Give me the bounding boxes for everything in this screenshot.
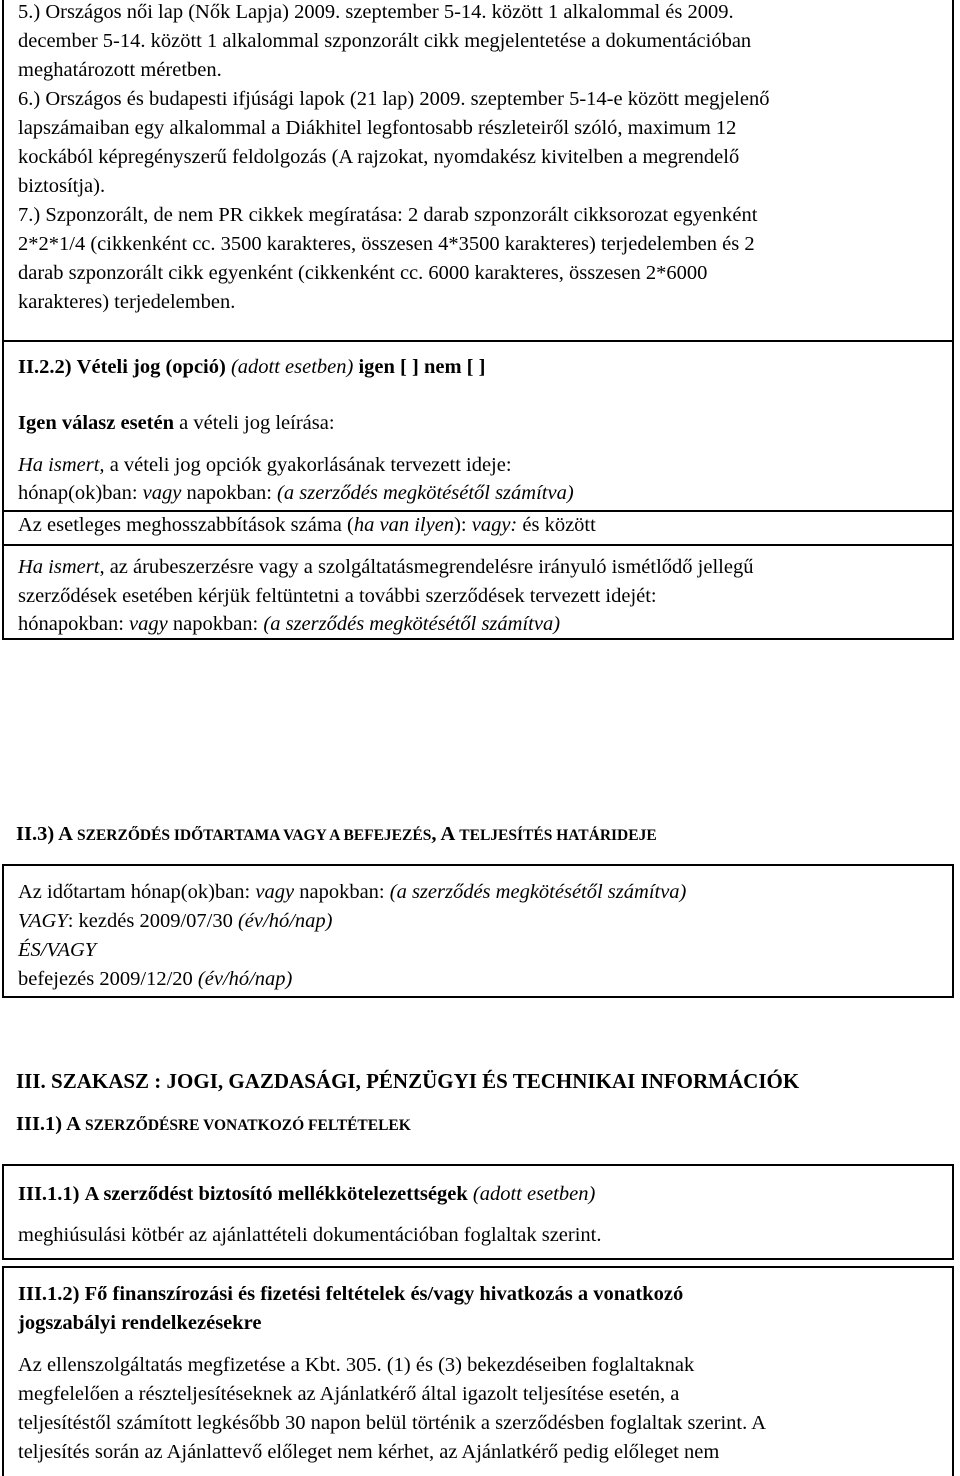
- duration-line-1: [4, 878, 952, 907]
- option-yes-label: Igen válasz esetén: [18, 412, 175, 434]
- repeat-line1-rest: , az árubeszerzésre vagy a szolgáltatásmegrendelésre irányuló ismétlődő jellegű: [99, 556, 754, 578]
- item-6-line-1: 6.) Országos és budapesti ifjúsági lapok (21 lap) 2009. szeptember 5-14-e között megjelenő: [18, 88, 770, 110]
- section-3-1-heading: [16, 1110, 411, 1140]
- item-5-line-2: december 5-14. között 1 alkalommal szponzorált cikk megjelentetése a dokumentációban: [18, 30, 752, 52]
- duration-days: napokban:: [299, 881, 385, 903]
- duration-big-2: A: [440, 823, 455, 845]
- option-yes-line: [4, 409, 952, 438]
- ext-mid: ):: [454, 514, 467, 536]
- item-6-line-2: lapszámaiban egy alkalommal a Diákhitel legfontosabb részleteiről szóló, maximum 12: [18, 117, 737, 139]
- section-3-1-small: SZERZŐDÉSRE VONATKOZÓ FELTÉTELEK: [84, 1117, 411, 1134]
- item-5-line-3: meghatározott méretben.: [18, 59, 222, 81]
- guarantee-box: [2, 1164, 954, 1260]
- duration-start: : kezdés 2009/07/30: [67, 910, 233, 932]
- finance-line-4: teljesítés során az Ajánlattevő előleget nem kérhet, az Ajánlatkérő pedig előleget nem: [18, 1441, 720, 1463]
- repeat-known: Ha ismert: [18, 556, 100, 578]
- option-months: hónap(ok)ban:: [18, 482, 138, 504]
- item-7-line-3: darab szponzorált cikk egyenként (cikkenként cc. 6000 karakteres, összesen 2*6000: [18, 262, 708, 284]
- items-text: [4, 0, 952, 317]
- duration-end-line: [4, 965, 952, 994]
- finance-code: III.1.2): [18, 1283, 80, 1305]
- duration-date-format-2: (év/hó/nap): [197, 968, 293, 990]
- duration-or-caps: VAGY: [18, 910, 68, 932]
- repeat-from: (a szerződés megkötésétől számítva): [263, 613, 561, 635]
- duration-comma: ,: [431, 823, 437, 845]
- section-3-1-big: A: [66, 1113, 80, 1135]
- duration-big-1: A: [58, 823, 72, 845]
- duration-start-line: [4, 907, 952, 936]
- guarantee-title: A szerződést biztosító mellékkötelezettségek: [84, 1183, 468, 1205]
- finance-heading-line-2: jogszabályi rendelkezésekre: [18, 1312, 262, 1334]
- finance-line-3: teljesítéstől számított legkésőbb 30 napon belül történik a szerződésben foglaltak szerint. A: [18, 1412, 767, 1434]
- finance-line-2: megfelelően a részteljesítéseknek az Ajánlatkérő által igazolt teljesítése esetén, a: [18, 1383, 680, 1405]
- option-title: Vételi jog (opció): [76, 356, 226, 378]
- duration-or: vagy: [255, 881, 295, 903]
- duration-from: (a szerződés megkötésétől számítva): [389, 881, 687, 903]
- repeat-months: hónapokban:: [18, 613, 124, 635]
- option-extension-line: [4, 511, 952, 540]
- option-from-contract: (a szerződés megkötésétől számítva): [277, 482, 574, 504]
- duration-code: II.3): [16, 823, 55, 845]
- item-6-line-4: biztosítja).: [18, 175, 106, 197]
- guarantee-heading: [4, 1180, 952, 1209]
- option-divider-2: [4, 544, 952, 546]
- guarantee-if-any: (adott esetben): [472, 1183, 596, 1205]
- finance-title-1: Fő finanszírozási és fizetési feltételek és/vagy hivatkozás a vonatkozó: [84, 1283, 684, 1305]
- duration-end: befejezés 2009/12/20: [18, 968, 193, 990]
- option-box: [2, 340, 954, 640]
- option-known-rest: a vételi jog opciók gyakorlásának tervezett ideje:: [109, 454, 512, 476]
- repeat-days: napokban:: [172, 613, 259, 635]
- guarantee-text: meghiúsulási kötbér az ajánlattételi dokumentációban foglaltak szerint.: [18, 1224, 602, 1246]
- finance-box: [2, 1266, 954, 1476]
- duration-small-1: SZERZŐDÉS IDŐTARTAMA VAGY A BEFEJEZÉS: [76, 827, 432, 844]
- duration-heading: [16, 820, 657, 850]
- repeat-line-3: [4, 610, 952, 639]
- option-known: Ha ismert,: [18, 454, 105, 476]
- guarantee-code: III.1.1): [18, 1183, 80, 1205]
- duration-date-format-1: (év/hó/nap): [237, 910, 333, 932]
- repeat-line-2: szerződések esetében kérjük feltüntetni a további szerződések tervezett idejét:: [18, 585, 657, 607]
- option-code: II.2.2): [18, 356, 72, 378]
- ext-italic: ha van ilyen: [353, 514, 455, 536]
- option-or: vagy: [142, 482, 182, 504]
- duration-and-or-text: ÉS/VAGY: [18, 939, 97, 961]
- item-5-line-1: 5.) Országos női lap (Nők Lapja) 2009. szeptember 5-14. között 1 alkalommal és 2009.: [18, 1, 734, 23]
- section-3-1-code: III.1): [16, 1113, 63, 1135]
- item-6-line-3: kockából képregényszerű feldolgozás (A rajzokat, nyomdakész kivitelben a megrendelő: [18, 146, 740, 168]
- option-yes-no: igen [ ] nem [ ]: [358, 356, 486, 378]
- ext-rest: és között: [522, 514, 596, 536]
- section-3-title: III. SZAKASZ : JOGI, GAZDASÁGI, PÉNZÜGYI ÉS TECHNIKAI INFORMÁCIÓK: [16, 1069, 800, 1093]
- option-days: napokban:: [186, 482, 272, 504]
- duration-and-or: [4, 936, 952, 965]
- repeat-or: vagy: [129, 613, 168, 635]
- ext-prefix: Az esetleges meghosszabbítások száma (: [18, 514, 354, 536]
- option-period-line: [4, 479, 952, 508]
- item-7-line-1: 7.) Szponzorált, de nem PR cikkek megíratása: 2 darab szponzorált cikksorozat egyenként: [18, 204, 758, 226]
- repeat-line-1: [4, 553, 952, 582]
- option-heading: [4, 353, 952, 382]
- duration-months: Az időtartam hónap(ok)ban:: [18, 881, 251, 903]
- option-yes-rest: a vételi jog leírása:: [179, 412, 335, 434]
- item-7-line-4: karakteres) terjedelemben.: [18, 291, 236, 313]
- finance-line-1: Az ellenszolgáltatás megfizetése a Kbt. 305. (1) és (3) bekezdéseiben foglaltaknak: [18, 1354, 695, 1376]
- finance-heading-line-1: [4, 1280, 952, 1309]
- item-7-line-2: 2*2*1/4 (cikkenként cc. 3500 karakteres, összesen 4*3500 karakteres) terjedelemben és 2: [18, 233, 755, 255]
- ext-or: vagy:: [471, 514, 518, 536]
- duration-box: [2, 864, 954, 998]
- items-box: [2, 0, 954, 342]
- option-known-line: [4, 451, 952, 480]
- option-if-any: (adott esetben): [230, 356, 354, 378]
- duration-small-2: TELJESÍTÉS HATÁRIDEJE: [459, 827, 657, 844]
